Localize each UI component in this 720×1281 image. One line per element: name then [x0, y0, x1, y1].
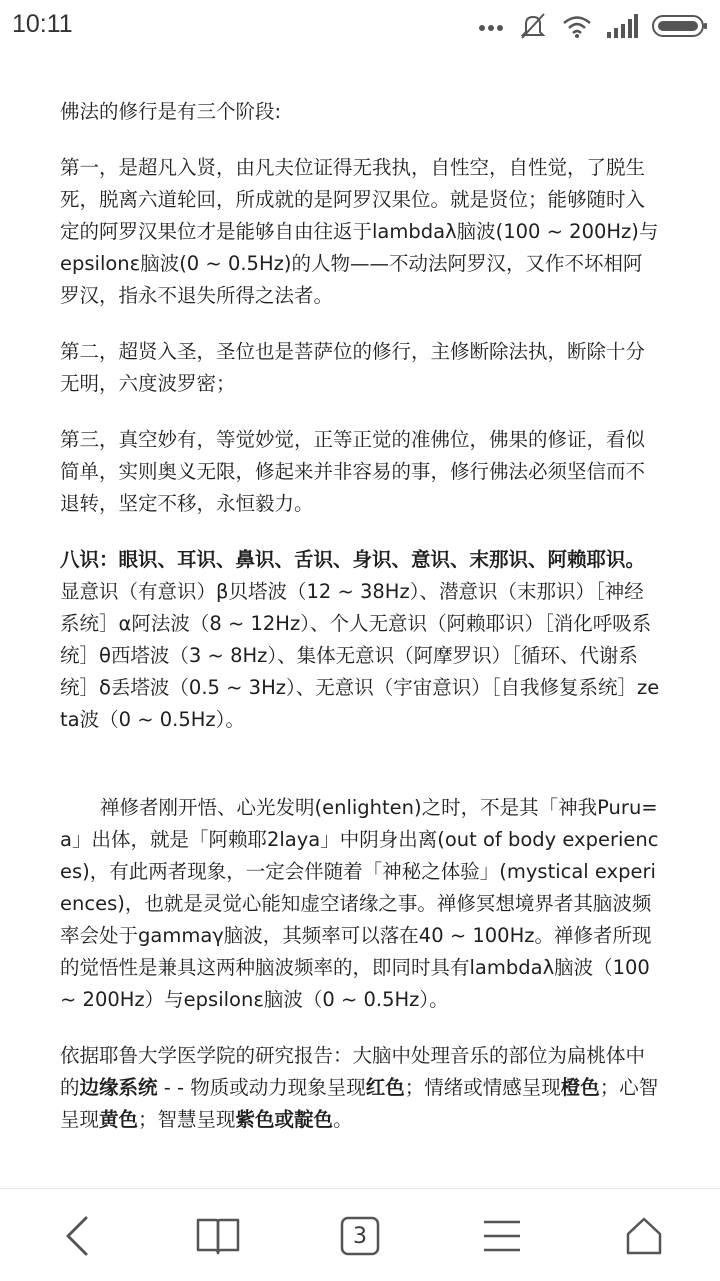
article-paragraph-intro: 佛法的修行是有三个阶段:: [60, 100, 282, 123]
yale-text-orange: 橙色: [560, 1076, 600, 1099]
yale-text-purple: 紫色或靛色: [235, 1108, 334, 1131]
bottom-navigation-bar: [0, 1188, 720, 1281]
yale-text-limbic: 边缘系统: [79, 1076, 158, 1099]
more-dots-icon: [478, 20, 504, 32]
menu-icon: [482, 1218, 522, 1254]
article-paragraph-stage-three: 第三，真空妙有，等觉妙觉，正等正觉的准佛位，佛果的修证，看似简单，实则奥义无限，修起来并非容易的事，修行佛法必须坚信而不退转，坚定不移，永恒毅力。: [60, 428, 646, 515]
yale-text-c: - - 物质或动力现象呈现: [157, 1076, 366, 1099]
yale-text-yellow: 黄色: [99, 1108, 139, 1131]
status-time: 10:11: [12, 10, 73, 38]
bookmarks-button[interactable]: [191, 1211, 245, 1261]
yale-text-red: 红色: [365, 1076, 405, 1099]
yale-text-g: ；心智呈现: [60, 1076, 659, 1131]
article-content: [60, 96, 660, 1176]
back-icon: [62, 1214, 92, 1258]
mute-icon: [518, 12, 548, 40]
status-bar: [0, 0, 720, 52]
article-paragraph-stage-one: 第一，是超凡入贤，由凡夫位证得无我执，自性空，自性觉，了脱生死，脱离六道轮回，所成就的是阿罗汉果位。就是贤位；能够随时入定的阿罗汉果位才是能够自由往返于lambdaλ脑波(100 ~ 200Hz)与epsilonε脑波(0 ~ 0.5Hz)的人物——不动法阿罗汉，又作不坏相阿罗汉，指永不退失所得之法者。: [60, 156, 659, 307]
eight-consciousness-heading: 八识：眼识、耳识、鼻识、舌识、身识、意识、末那识、阿赖耶识。: [60, 548, 646, 571]
yale-text-k: 。: [333, 1108, 353, 1131]
wifi-icon: [562, 14, 592, 38]
home-button[interactable]: [617, 1211, 671, 1261]
yale-text-i: ；智慧呈现: [138, 1108, 236, 1131]
status-icons: [478, 10, 708, 42]
home-icon: [624, 1216, 664, 1256]
yale-text-a: 依据耶鲁大学医学院的研究报告：大脑中处理音乐的部位为扁桃体中的: [60, 1044, 646, 1099]
eight-consciousness-text: 显意识（有意识）β贝塔波（12 ~ 38Hz）、潜意识（末那识）［神经系统］α阿法波（8 ~ 12Hz）、个人无意识（阿赖耶识）［消化呼吸系统］θ西塔波（3 ~ 8Hz）、集体无意识（阿摩罗识）［循环、代谢系统］δ丢塔波（0.5 ~ 3Hz）、无意识（宇宙意识）［自我修复系统］zeta波（0 ~ 0.5Hz）。: [60, 580, 660, 731]
article-paragraph-stage-two: 第二，超贤入圣，圣位也是菩萨位的修行，主修断除法执，断除十分无明，六度波罗密；: [60, 340, 646, 395]
signal-icon: [606, 14, 638, 38]
menu-button[interactable]: [475, 1211, 529, 1261]
yale-text-e: ；情绪或情感呈现: [404, 1076, 561, 1099]
tab-count: 3: [353, 1223, 367, 1249]
article-paragraph-yale-report: [60, 1040, 660, 1136]
tabs-button[interactable]: [333, 1211, 387, 1261]
article-paragraph-eight-consciousness: [60, 544, 660, 736]
back-button[interactable]: [50, 1211, 104, 1261]
battery-icon: [652, 14, 708, 38]
article-paragraph-meditation: 禅修者刚开悟、心光发明(enlighten)之时，不是其「神我Puru=a」出体，就是「阿赖耶2laya」中阴身出离(out of body experiences)，有此两者现象，一定会伴随着「神秘之体验」(mystical experiences)，也就是灵觉心能知虚空诸缘之事。禅修冥想境界者其脑波频率会处于gammaγ脑波，其频率可以落在40 ~ 100Hz。禅修者所现的觉悟性是兼具这两种脑波频率的，即同时具有lambdaλ脑波（100 ~ 200Hz）与epsilonε脑波（0 ~ 0.5Hz）。: [60, 796, 659, 1011]
bookmarks-icon: [196, 1216, 240, 1256]
